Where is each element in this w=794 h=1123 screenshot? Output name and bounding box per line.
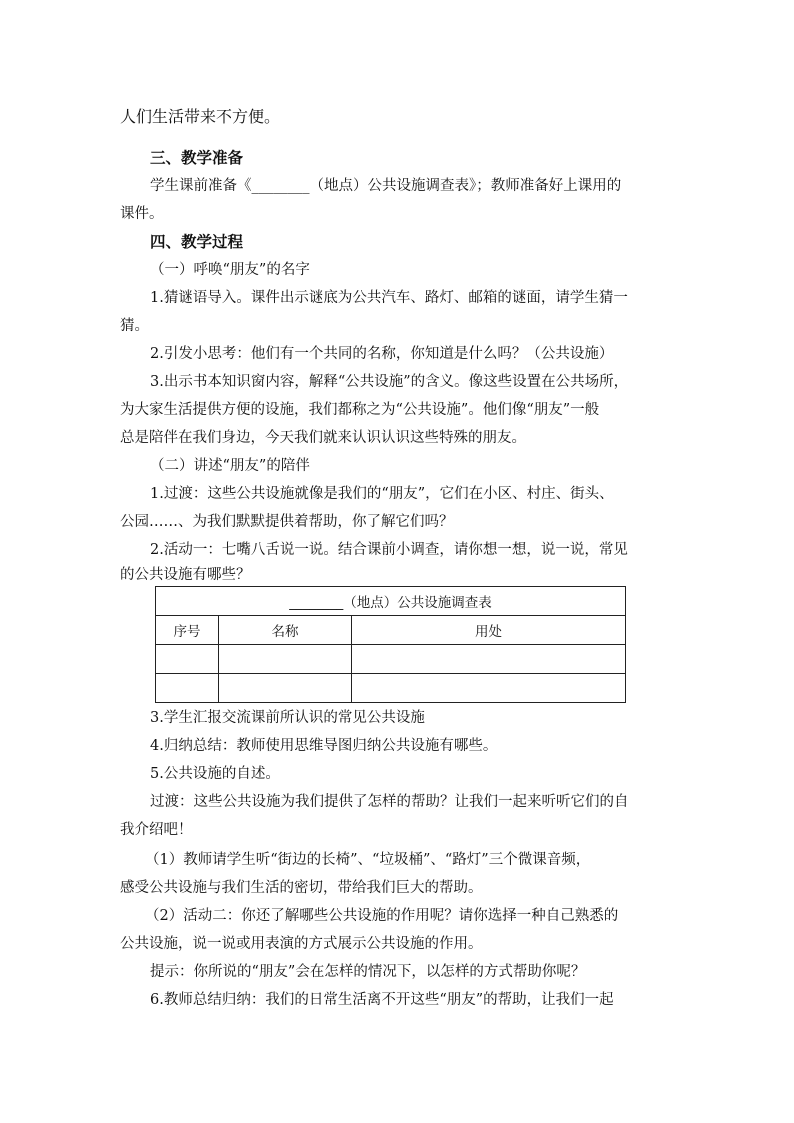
table-row [156,674,626,703]
subsection-heading: （二）讲述“朋友”的陪伴 [150,458,310,474]
text-line: 公园……、为我们默默提供着帮助，你了解它们吗？ [120,514,454,530]
text-line: 人们生活带来不方便。 [120,107,281,126]
text-line: 猜。 [120,318,149,334]
survey-table [155,586,626,703]
text-line: 5.公共设施的自述。 [150,766,280,782]
text-line: 的公共设施有哪些？ [120,567,251,583]
text-line: 总是陪伴在我们身边，今天我们就来认识认识这些特殊的朋友。 [120,430,526,446]
text-line: 3.学生汇报交流课前所认识的常见公共设施 [150,710,425,726]
table-cell [352,674,626,703]
table-cell [219,645,352,674]
table-cell [352,645,626,674]
text-line: 学生课前准备《________（地点）公共设施调查表》；教师准备好上课用的 [150,178,622,194]
text-line: 6.教师总结归纳：我们的日常生活离不开这些“朋友”的帮助，让我们一起 [150,992,614,1008]
text-line: （2）活动二：你还了解哪些公共设施的作用呢？请你选择一种自己熟悉的 [145,908,619,924]
table-cell [156,645,219,674]
text-line: 提示：你所说的“朋友”会在怎样的情况下，以怎样的方式帮助你呢？ [150,964,586,980]
text-line: （1）教师请学生听“街边的长椅”、“垃圾桶”、“路灯”三个微课音频， [145,852,591,868]
text-line: 2.活动一：七嘴八舌说一说。结合课前小调查，请你想一想，说一说，常见 [150,542,628,558]
section-heading: 四、教学过程 [150,233,244,251]
text-line: 我介绍吧！ [120,822,193,838]
table-header-usage: 用处 [352,616,626,645]
table-cell [156,674,219,703]
subsection-heading: （一）呼唤“朋友”的名字 [150,262,310,278]
table-cell [219,674,352,703]
text-line: 2.引发小思考：他们有一个共同的名称，你知道是什么吗？（公共设施） [150,346,614,362]
text-line: 感受公共设施与我们生活的密切，带给我们巨大的帮助。 [120,880,483,896]
text-line: 3.出示书本知识窗内容，解释“公共设施”的含义。像这些设置在公共场所， [150,374,629,390]
table-caption: ________（地点）公共设施调查表 [156,587,626,616]
text-line: 1.猜谜语导入。课件出示谜底为公共汽车、路灯、邮箱的谜面，请学生猜一 [150,290,628,306]
section-heading: 三、教学准备 [150,149,244,167]
text-line: 1.过渡：这些公共设施就像是我们的“朋友”，它们在小区、村庄、街头、 [150,486,614,502]
text-line: 公共设施，说一说或用表演的方式展示公共设施的作用。 [120,936,483,952]
text-line: 过渡：这些公共设施为我们提供了怎样的帮助？让我们一起来听听它们的自 [150,794,629,810]
text-line: 4.归纳总结：教师使用思维导图归纳公共设施有哪些。 [150,738,498,754]
table-header-name: 名称 [219,616,352,645]
text-line: 为大家生活提供方便的设施，我们都称之为“公共设施”。他们像“朋友”一般 [120,402,600,418]
text-line: 课件。 [120,206,164,222]
table-row [156,645,626,674]
table-header-number: 序号 [156,616,219,645]
